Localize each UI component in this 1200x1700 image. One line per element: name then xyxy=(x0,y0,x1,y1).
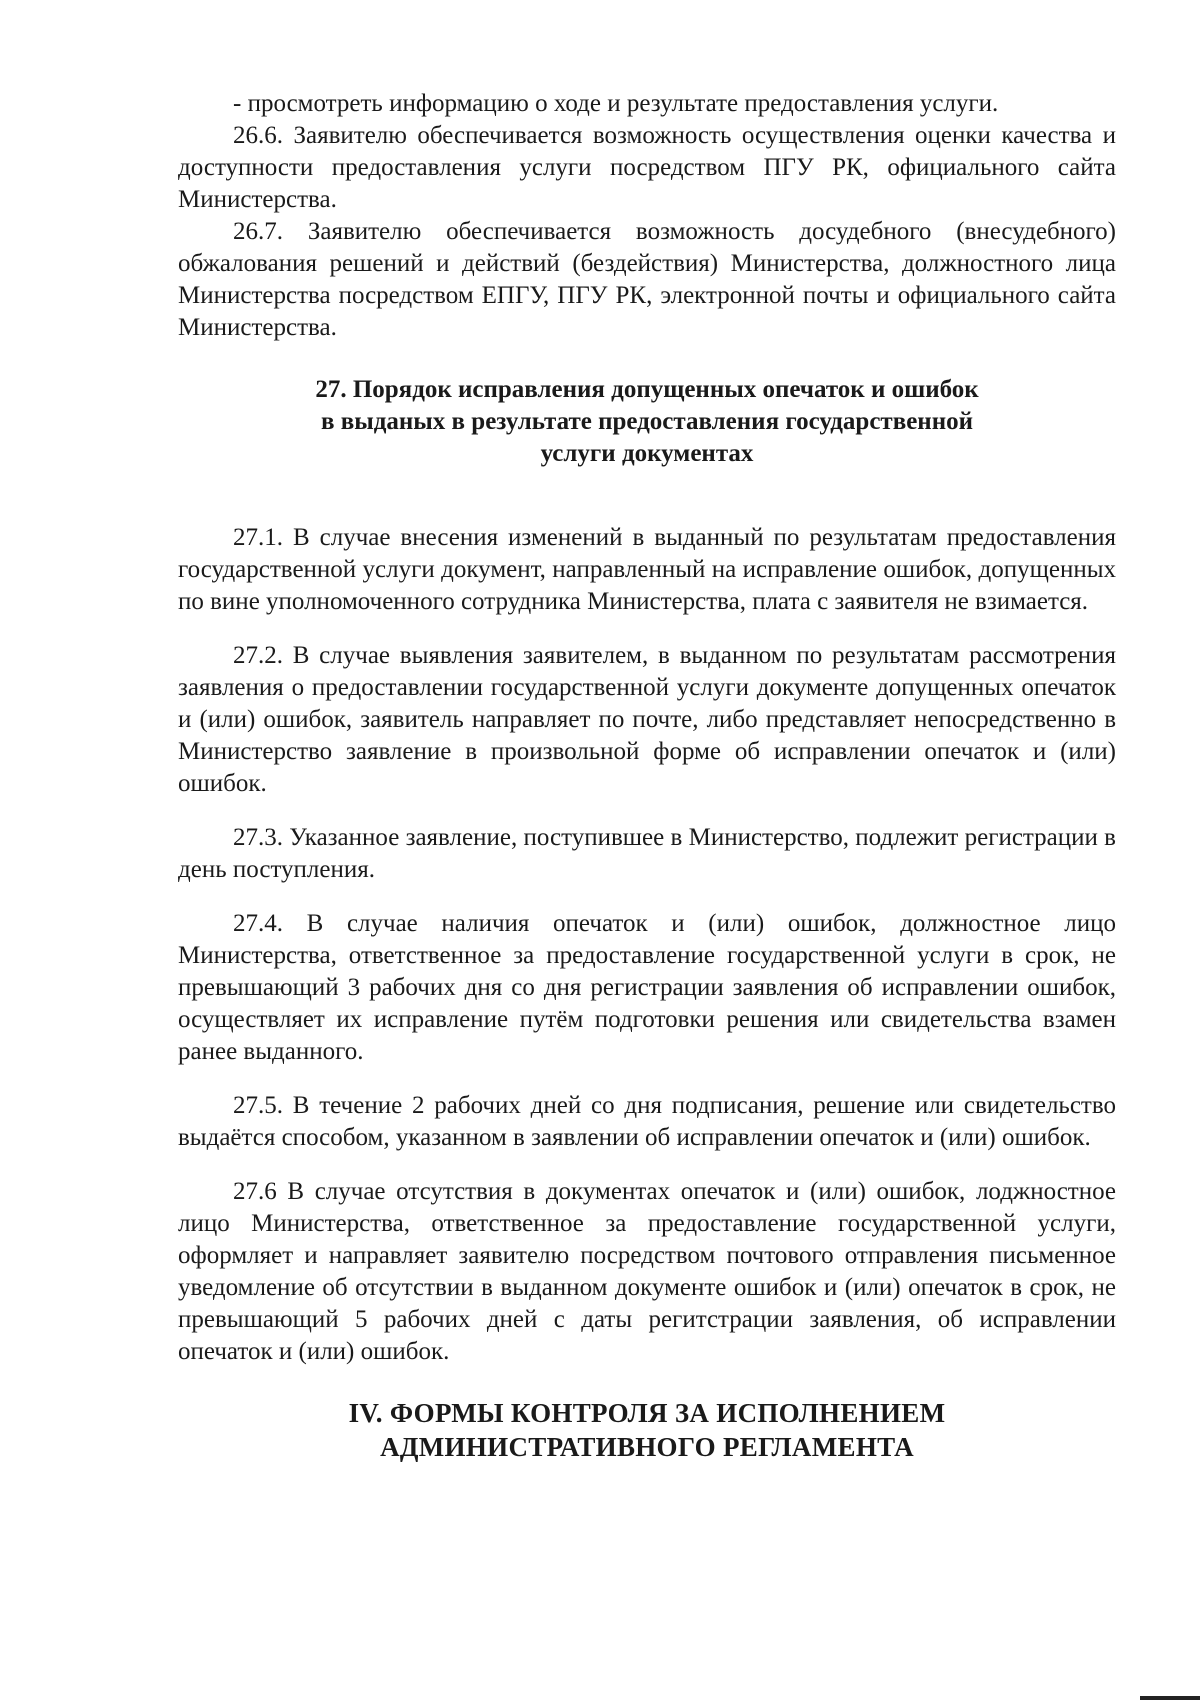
section-27-heading-line-3: услуги документах xyxy=(540,440,754,467)
scan-edge-mark xyxy=(1140,1696,1200,1700)
section-27-heading xyxy=(178,374,1116,470)
paragraph-27-2: 27.2. В случае выявления заявителем, в выданном по результатам рассмотрения заявления о предоставлении государственной услуги документе допущенных опечаток и (или) ошибок, заявитель направляет по почте, либо представляет непосредственно в Министерство заявление в произвольной форме об исправлении опечаток и (или) ошибок. xyxy=(178,642,1116,797)
paragraph-27-3: 27.3. Указанное заявление, поступившее в Министерство, подлежит регистрации в день поступления. xyxy=(178,824,1116,883)
paragraph-27-1: 27.1. В случае внесения изменений в выданный по результатам предоставления государственной услуги документ, направленный на исправление ошибок, допущенных по вине уполномоченного сотрудника Министерства, плата с заявителя не взимается. xyxy=(178,524,1116,615)
section-4-heading-line-1: IV. ФОРМЫ КОНТРОЛЯ ЗА ИСПОЛНЕНИЕМ xyxy=(348,1398,946,1428)
paragraph-26-7: 26.7. Заявителю обеспечивается возможность досудебного (внесудебного) обжалования решений и действий (бездействия) Министерства, должностного лица Министерства посредством ЕПГУ, ПГУ РК, электронной почты и официального сайта Министерства. xyxy=(178,218,1116,341)
document-page xyxy=(178,88,1116,1464)
section-4-heading-line-2: АДМИНИСТРАТИВНОГО РЕГЛАМЕНТА xyxy=(380,1432,914,1462)
list-item-view-info: - просмотреть информацию о ходе и результате предоставления услуги. xyxy=(233,90,999,117)
paragraph-26-6: 26.6. Заявителю обеспечивается возможность осуществления оценки качества и доступности предоставления услуги посредством ПГУ РК, официального сайта Министерства. xyxy=(178,122,1116,213)
section-27-heading-line-2: в выданых в результате предоставления государственной xyxy=(320,408,974,435)
section-4-heading xyxy=(178,1396,1116,1464)
paragraph-27-6: 27.6 В случае отсутствия в документах опечаток и (или) ошибок, лоджностное лицо Министерства, ответственное за предоставление государственной услуги, оформляет и направляет заявителю посредством почтового отправления письменное уведомление об отсутствии в выданном документе ошибок и (или) опечаток в срок, не превышающий 5 рабочих дней с даты регитстрации заявления, об исправлении опечаток и (или) ошибок. xyxy=(178,1178,1116,1365)
paragraph-27-4: 27.4. В случае наличия опечаток и (или) ошибок, должностное лицо Министерства, ответственное за предоставление государственной услуги в срок, не превышающий 3 рабочих дня со дня регистрации заявления об исправлении ошибок, осуществляет их исправление путём подготовки решения или свидетельства взамен ранее выданного. xyxy=(178,910,1116,1065)
paragraph-27-5: 27.5. В течение 2 рабочих дней со дня подписания, решение или свидетельство выдаётся способом, указанном в заявлении об исправлении опечаток и (или) ошибок. xyxy=(178,1092,1116,1151)
section-27-heading-line-1: 27. Порядок исправления допущенных опечаток и ошибок xyxy=(315,376,979,403)
